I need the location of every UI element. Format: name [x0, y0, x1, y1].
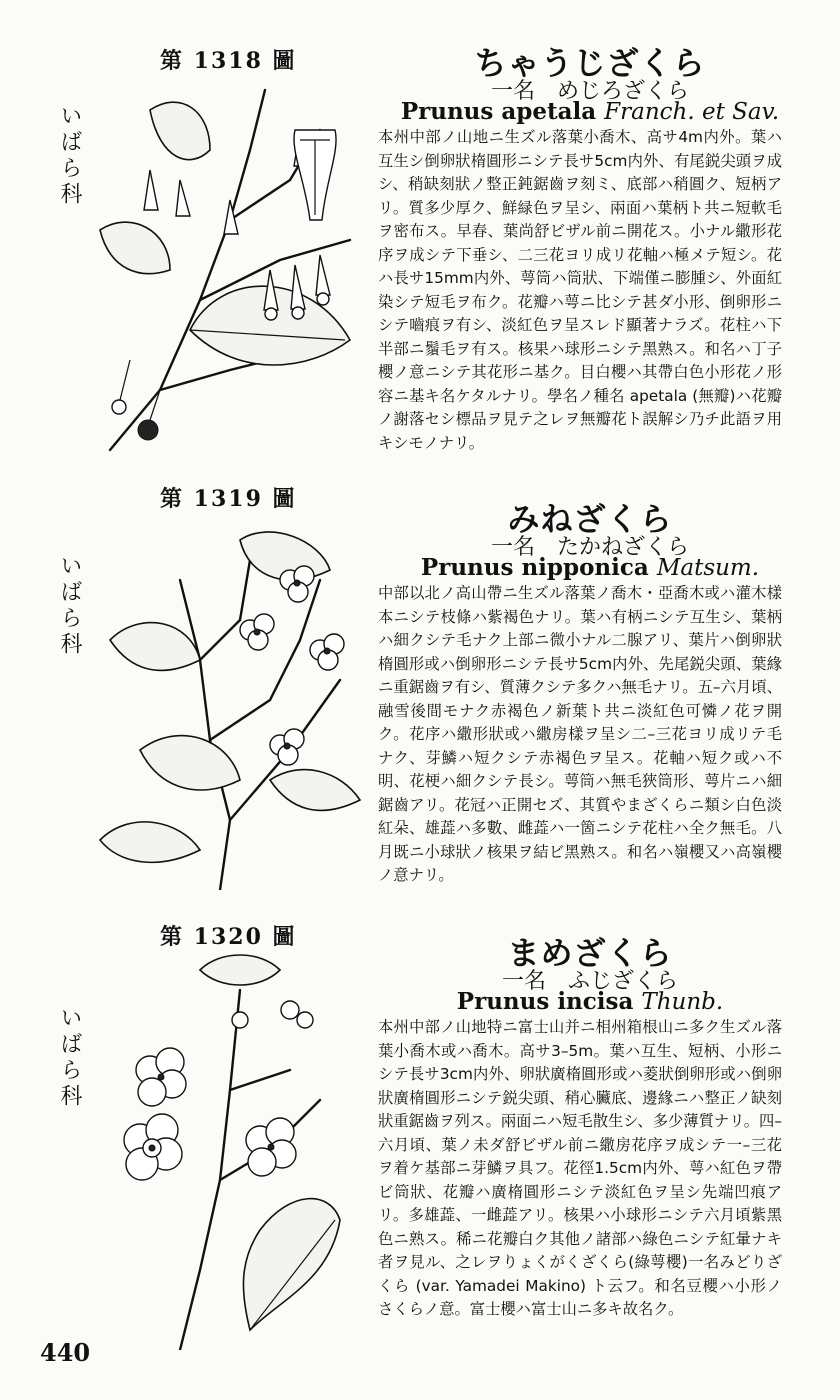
japanese-name: みねざくら [507, 500, 673, 538]
scientific-name [380, 554, 800, 581]
description: 本州中部ノ山地ニ生ズル落葉小喬木、高サ4m内外。葉ハ互生シ倒卵狀楕圓形ニシテ長サ5cm内外、有尾鋭尖頭ヲ成シ、稍缺刻狀ノ整正鈍鋸齒ヲ刻ミ、底部ハ稍圓ク、短柄アリ。質多少厚ク、鮮緑色ヲ呈シ、兩面ハ葉柄ト共ニ短軟毛ヲ密布ス。早春、葉尚舒ビザル前ニ開花ス。小ナル繖形花序ヲ成シテ下垂シ、二三花ヨリ成リ花軸ハ極メテ短シ。花ハ長サ15mm内外、萼筒ハ筒狀、下端僅ニ膨腫シ、外面紅染シテ短毛ヲ布ク。花瓣ハ萼ニ比シテ甚ダ小形、倒卵形ニシテ嚙痕ヲ有シ、淡紅色ヲ呈スレド顯著ナラズ。花柱ハ下半部ニ鬚毛ヲ有ス。核果ハ球形ニシテ黑熟ス。和名ハ丁子櫻ノ意ニシテ其花形ニ基ク。目白櫻ハ其帶白色小形花ノ形容ニ基キ名ケタルナリ。學名ノ種名 apetala (無瓣)ハ花瓣ノ謝落セシ標品ヲ見テ之レヲ無瓣花ト誤解シ乃チ此語ヲ用キシモノナリ。 [378, 128, 782, 452]
description: 本州中部ノ山地特ニ富士山并ニ相州箱根山ニ多ク生ズル落葉小喬木或ハ喬木。高サ3–5m。葉ハ互生、短柄、小形ニシテ長サ3cm内外、卵狀廣楕圓形或ハ菱狀倒卵形或ハ倒卵狀廣楕圓形ニシテ鋭尖頭、稍心臟底、邊緣ニハ整正ノ缺刻狀重鋸齒ヲ列ス。兩面ニハ短毛散生シ、多少薄質ナリ。四–六月頃、葉ノ未ダ舒ビザル前ニ繖房花序ヲ成シテ一–三花ヲ着ケ基部ニ芽鱗ヲ具フ。花徑1.5cm内外、萼ハ紅色ヲ帶ビ筒狀、花瓣ハ廣楕圓形ニシテ淡紅色ヲ呈シ先端凹痕アリ。多雄蕋、一雌蕋アリ。核果ハ小球形ニシテ六月頃紫黑色ニ熟ス。稀ニ花瓣白ク其他ノ諸部ハ綠色ニシテ紅暈ナキ者ヲ見ル、之レヲりょくがくざくら(綠萼櫻)一名みどりざくら (var. Yamadei Makino) ト云フ。和名豆櫻ハ小形ノさくらノ意。富士櫻ハ富士山ニ多キ故名ク。 [378, 1018, 782, 1318]
figure-number: 第 1318 圖 [160, 48, 297, 74]
alternate-name: 一名 ふじざくら [501, 969, 678, 994]
entry-1319 [0, 470, 840, 920]
alternate-name: 一名 めじろざくら [490, 79, 689, 104]
family-label: いばら科 [57, 554, 82, 658]
entry-1318 [0, 0, 840, 470]
scientific-name [380, 98, 800, 125]
genus-species: Prunus nipponica [420, 554, 649, 581]
japanese-name: まめざくら [507, 934, 673, 972]
illustration-prunus-incisa [90, 950, 360, 1350]
flower-cluster [240, 566, 344, 765]
leaf [150, 102, 210, 160]
author: Thunb. [641, 989, 724, 1015]
genus-species: Prunus incisa [456, 988, 634, 1015]
leaf [200, 955, 280, 985]
leaf [100, 222, 170, 273]
entry-1320 [0, 920, 840, 1350]
scientific-name [380, 988, 800, 1015]
genus-species: Prunus apetala [400, 98, 597, 125]
alternate-name: 一名 たかねざくら [490, 535, 689, 560]
leaf [243, 1199, 340, 1330]
author: Franch. et Sav. [604, 99, 780, 125]
family-label: いばら科 [57, 104, 82, 208]
author: Matsum. [656, 555, 760, 581]
figure-number: 第 1319 圖 [160, 486, 297, 512]
leaf [140, 736, 240, 790]
description: 中部以北ノ高山帶ニ生ズル落葉ノ喬木・亞喬木或ハ灌木樣本ニシテ枝條ハ紫褐色ナリ。葉ハ有柄ニシテ互生シ、葉柄ハ細クシテ毛ナク上部ニ微小ナル二腺アリ、葉片ハ倒卵狀楕圓形或ハ倒卵形ニシテ長サ5cm内外、先尾鋭尖頭、葉緣ニ重鋸齒ヲ有シ、質薄クシテ多クハ無毛ナリ。五–六月頃、融雪後間モナク赤褐色ノ新葉ト共ニ淡紅色可憐ノ花ヲ開ク。花序ハ繖形狀或ハ繖房樣ヲ呈シ二–三花ヨリ成リテ毛ナク、芽鱗ハ短クシテ赤褐色ヲ呈ス。花軸ハ短ク或ハ不明、花梗ハ細クシテ長シ。萼筒ハ無毛狹筒形、萼片ニハ細鋸齒アリ。花冠ハ正開セズ、其質やまざくらニ類シ白色淡紅朵、雄蕋ハ多數、雌蕋ハ一箇ニシテ花柱ハ全ク無毛。八月既ニ小球狀ノ核果ヲ結ビ黑熟ス。和名ハ嶺櫻又ハ高嶺櫻ノ意ナリ。 [378, 584, 782, 884]
leaf [100, 822, 200, 862]
illustration-prunus-apetala [90, 70, 370, 460]
japanese-name: ちゃうじざくら [474, 44, 706, 82]
family-label: いばら科 [57, 1006, 82, 1110]
leaf [110, 623, 200, 671]
flower-detail [294, 130, 336, 220]
figure-number: 第 1320 圖 [160, 924, 297, 950]
illustration-prunus-nipponica [90, 520, 370, 890]
flower-cluster [124, 1001, 313, 1180]
page-number: 440 [40, 1338, 91, 1367]
leaf [270, 770, 360, 811]
